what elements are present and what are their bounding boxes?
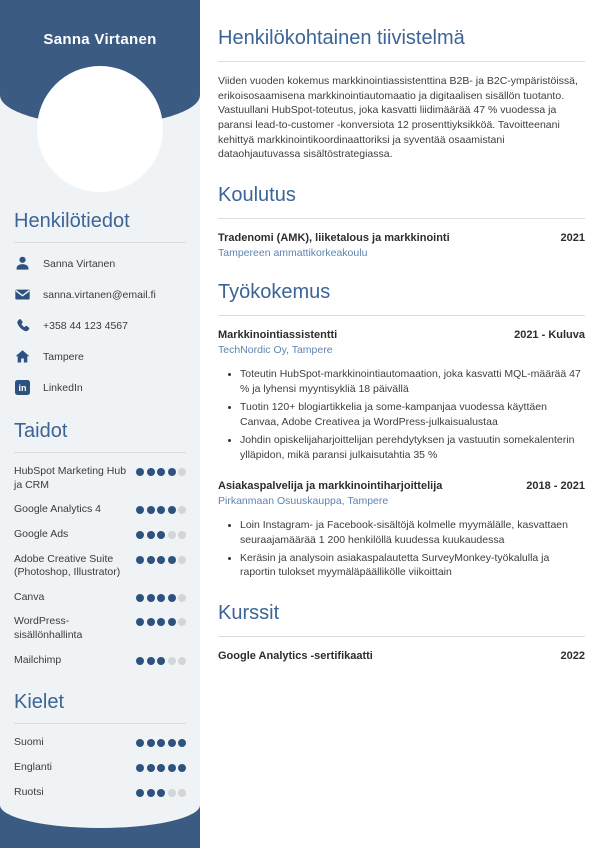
courses-section: [218, 602, 585, 662]
rated-item: [14, 654, 186, 668]
dot-filled: [157, 657, 165, 665]
rated-item: [14, 528, 186, 542]
rated-item: [14, 465, 186, 492]
dot-filled: [136, 506, 144, 514]
dot-empty: [178, 506, 186, 514]
dot-filled: [168, 594, 176, 602]
rating-dots: [136, 591, 186, 602]
sidebar: [0, 0, 200, 848]
dot-filled: [136, 657, 144, 665]
bullet-item: • Loin Instagram- ja Facebook-sisältöjä kolmelle myymälälle, kasvattaen seuraajamäärää 1 200 henkilöllä kuudessa kuukaudessa: [240, 518, 585, 547]
dot-filled: [147, 739, 155, 747]
rated-item: [14, 761, 186, 775]
resume-main: [200, 0, 600, 704]
dot-filled: [147, 594, 155, 602]
contact-item[interactable]: [14, 379, 186, 396]
dot-filled: [157, 531, 165, 539]
contact-item-label: Sanna Virtanen: [43, 257, 116, 270]
entry-head: [218, 480, 585, 492]
skills-heading: Taidot: [14, 420, 186, 453]
rating-dots: [136, 553, 186, 564]
entry-date: 2018 - 2021: [526, 480, 585, 493]
dot-filled: [168, 506, 176, 514]
entry-date: 2022: [560, 649, 585, 662]
entry-title: Asiakaspalvelija ja markkinointiharjoittelija: [218, 480, 443, 493]
experience-entries: [218, 329, 585, 580]
dot-filled: [157, 468, 165, 476]
entry-subtitle: Tampereen ammattikorkeakoulu: [218, 247, 368, 260]
entry-subtitle: TechNordic Oy, Tampere: [218, 344, 333, 357]
mail-icon: [14, 286, 31, 303]
skills-section: [14, 420, 186, 667]
rated-item: [14, 591, 186, 605]
rated-item-label: Google Analytics 4: [14, 503, 101, 516]
entry: [218, 480, 585, 580]
entry-subtitle: Pirkanmaan Osuuskauppa, Tampere: [218, 495, 389, 508]
contact-item: [14, 286, 186, 303]
entry-date: 2021: [560, 232, 585, 245]
dot-filled: [136, 789, 144, 797]
dot-filled: [136, 618, 144, 626]
rating-dots: [136, 465, 186, 476]
entry-title: Google Analytics -sertifikaatti: [218, 649, 373, 662]
contact-item: [14, 255, 186, 272]
dot-filled: [147, 506, 155, 514]
dot-filled: [136, 468, 144, 476]
dot-filled: [136, 556, 144, 564]
dot-empty: [178, 556, 186, 564]
contact-item-label: LinkedIn: [43, 381, 83, 394]
education-section: [218, 184, 585, 259]
contact-list: [14, 255, 186, 396]
home-icon: [14, 348, 31, 365]
bullet-item: • Keräsin ja analysoin asiakaspalautetta SurveyMonkey-työkalulla ja raportin tulokset myymäläpäällikölle viikoittain: [240, 551, 585, 580]
dot-filled: [168, 556, 176, 564]
contact-section: [14, 210, 186, 396]
dot-filled: [147, 764, 155, 772]
rating-dots: [136, 654, 186, 665]
entry: [218, 650, 585, 662]
dot-filled: [178, 764, 186, 772]
dot-filled: [157, 556, 165, 564]
experience-section: [218, 281, 585, 580]
dot-filled: [136, 764, 144, 772]
contact-item: [14, 348, 186, 365]
dot-filled: [168, 764, 176, 772]
entry-head: [218, 329, 585, 341]
courses-entries: [218, 650, 585, 662]
summary-section: [218, 27, 585, 162]
profile-photo-placeholder: [37, 66, 163, 192]
contact-item-label: sanna.virtanen@email.fi: [43, 288, 156, 301]
dot-empty: [178, 468, 186, 476]
rated-item-label: Mailchimp: [14, 653, 62, 666]
rating-dots: [136, 528, 186, 539]
entry: [218, 232, 585, 259]
contact-item: [14, 317, 186, 334]
dot-empty: [178, 657, 186, 665]
dot-filled: [136, 531, 144, 539]
contact-heading: Henkilötiedot: [14, 210, 186, 243]
dot-filled: [147, 618, 155, 626]
entry-date: 2021 - Kuluva: [514, 329, 585, 342]
languages-heading: Kielet: [14, 691, 186, 724]
rating-dots: [136, 736, 186, 747]
contact-item-label: Tampere: [43, 350, 84, 363]
dot-filled: [168, 618, 176, 626]
entry-head: [218, 650, 585, 662]
dot-filled: [147, 657, 155, 665]
dot-empty: [178, 594, 186, 602]
summary-heading: Henkilökohtainen tiivistelmä: [218, 27, 585, 62]
bullet-item: • Tuotin 120+ blogiartikkelia ja some-kampanjaa vuodessa käyttäen Canvaa, Adobe Creativea ja WordPress-julkaisualustaa: [240, 400, 585, 429]
dot-filled: [168, 468, 176, 476]
dot-filled: [147, 468, 155, 476]
entry-title: Markkinointiassistentti: [218, 329, 338, 342]
dot-filled: [147, 556, 155, 564]
rated-item-label: Suomi: [14, 736, 44, 749]
education-entries: [218, 232, 585, 259]
courses-heading: Kurssit: [218, 602, 585, 637]
rated-item: [14, 786, 186, 800]
dot-filled: [147, 789, 155, 797]
bullet-list: [218, 367, 585, 462]
rated-item: [14, 503, 186, 517]
candidate-name: Sanna Virtanen: [43, 31, 157, 48]
bullet-item: • Johdin opiskelijaharjoittelijan perehdytyksen ja vastuutin somekalenterin ylläpidon, mikä paransi julkaisutahtia 35 %: [240, 433, 585, 462]
dot-empty: [168, 531, 176, 539]
entry-head: [218, 232, 585, 244]
languages-list: [14, 736, 186, 799]
rated-item-label: Englanti: [14, 761, 52, 774]
rated-item-label: HubSpot Marketing Hub ja CRM: [14, 465, 127, 491]
linkedin-icon: in: [15, 380, 30, 395]
dot-empty: [178, 789, 186, 797]
dot-filled: [168, 739, 176, 747]
rated-item-label: Ruotsi: [14, 785, 44, 798]
rating-dots: [136, 786, 186, 797]
rating-dots: [136, 615, 186, 626]
dot-filled: [157, 618, 165, 626]
dot-filled: [157, 764, 165, 772]
dot-filled: [136, 739, 144, 747]
entry: [218, 329, 585, 462]
dot-empty: [168, 789, 176, 797]
rated-item: [14, 736, 186, 750]
rated-item-label: Adobe Creative Suite (Photoshop, Illustrator): [14, 552, 121, 579]
dot-filled: [157, 594, 165, 602]
dot-filled: [147, 531, 155, 539]
dot-filled: [157, 739, 165, 747]
dot-filled: [157, 506, 165, 514]
phone-icon: [14, 317, 31, 334]
person-icon: [14, 255, 31, 272]
dot-filled: [178, 739, 186, 747]
summary-text: Viiden vuoden kokemus markkinointiassistenttina B2B- ja B2C-ympäristöissä, erikoisosaamisena markkinointiautomaatio ja digitaalisen sisällön tuotanto. Vastuullani HubSpot-toteutus, joka kasvatti liidimäärää 47 % vuodessa ja paransi lead-to-customer -konversiota 12 prosenttiyksikköä. Tavoitteenani kehittyä markkinointikoordinaattoriksi ja syventää osaamistani dataohjautuvassa sisältöstrategiassa.: [218, 75, 578, 161]
dot-empty: [168, 657, 176, 665]
rated-item-label: Canva: [14, 590, 45, 603]
linkedin-icon: [14, 379, 31, 396]
entry-title: Tradenomi (AMK), liiketalous ja markkinointi: [218, 232, 450, 245]
rating-dots: [136, 761, 186, 772]
dot-filled: [136, 594, 144, 602]
languages-section: [14, 691, 186, 799]
bullet-list: [218, 518, 585, 580]
rated-item: [14, 615, 186, 642]
dot-empty: [178, 618, 186, 626]
bullet-item: • Toteutin HubSpot-markkinointiautomaation, joka kasvatti MQL-määrää 47 % ja lyhensi myyntisykliä 18 päivällä: [240, 367, 585, 396]
dot-empty: [178, 531, 186, 539]
sidebar-content: [0, 210, 200, 799]
experience-heading: Työkokemus: [218, 281, 585, 316]
rated-item-label: WordPress-sisällönhallinta: [14, 615, 83, 642]
education-heading: Koulutus: [218, 184, 585, 219]
sidebar-footer-banner: [0, 805, 200, 848]
rated-item: [14, 553, 186, 580]
rating-dots: [136, 503, 186, 514]
rated-item-label: Google Ads: [14, 527, 69, 540]
dot-filled: [157, 789, 165, 797]
skills-list: [14, 465, 186, 667]
contact-item-label: +358 44 123 4567: [43, 319, 128, 332]
